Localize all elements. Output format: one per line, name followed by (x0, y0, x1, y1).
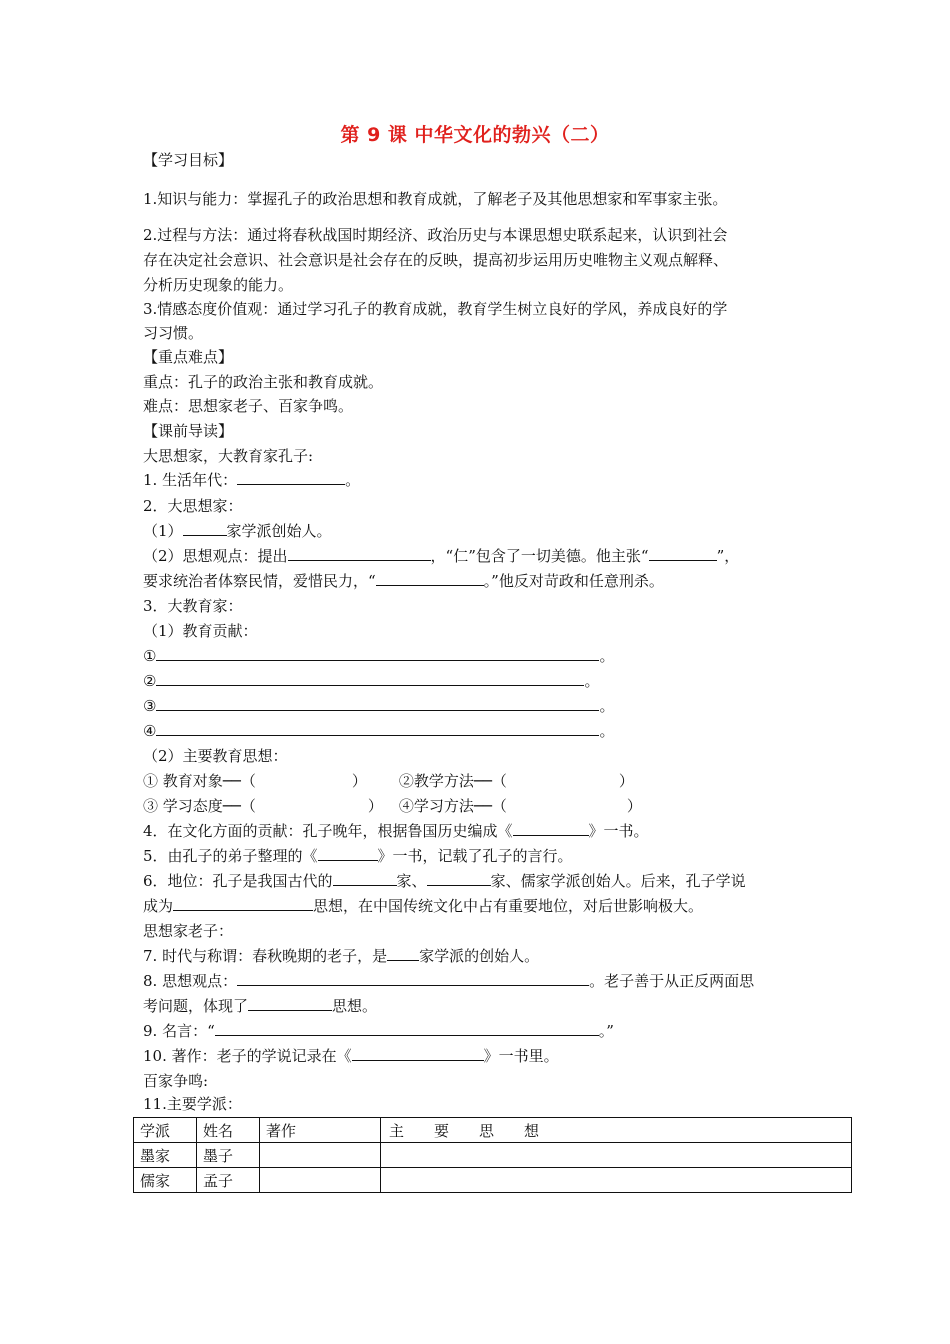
blank-famous-quote[interactable] (215, 1021, 599, 1036)
table-row (134, 1168, 852, 1193)
objectives-heading: 【学习目标】 (143, 151, 234, 169)
edu-thought-row-2: ③ 学习态度──（ ） ④学习方法──（ ） (143, 797, 642, 815)
cell-works[interactable] (260, 1143, 381, 1168)
question-1: 1. 生活年代： 。 (143, 471, 361, 489)
blank-dialectic[interactable] (248, 996, 332, 1011)
contribution-1: ① 。 (143, 647, 615, 665)
objective-3-line-2: 习习惯。 (143, 324, 204, 342)
question-2-1: （1） 家学派创始人。 (143, 522, 332, 540)
header-main-thought: 主 要 思 想 (381, 1118, 852, 1143)
cell-thought[interactable] (381, 1143, 852, 1168)
schools-title: 百家争鸣: (143, 1072, 209, 1090)
blank-contribution-3[interactable] (156, 696, 599, 711)
key-point: 重点：孔子的政治主张和教育成就。 (143, 373, 384, 391)
question-2-2-line-1: （2）思想观点：提出 ，“仁”包含了一切美德。他主张“ ”， (143, 547, 740, 565)
difficult-point: 难点：思想家老子、百家争鸣。 (143, 397, 354, 415)
preview-heading: 【课前导读】 (143, 422, 234, 440)
cell-name: 孟子 (197, 1168, 260, 1193)
header-works: 著作 (260, 1118, 381, 1143)
table-header-row (134, 1118, 852, 1143)
cell-school: 墨家 (134, 1143, 197, 1168)
header-name: 姓名 (197, 1118, 260, 1143)
objective-1: 1.知识与能力：掌握孔子的政治思想和教育成就，了解老子及其他思想家和军事家主张。 (143, 190, 728, 208)
question-7: 7. 时代与称谓：春秋晚期的老子，是 家学派的创始人。 (143, 947, 540, 965)
page-title: 第 9 课 中华文化的勃兴（二） (340, 124, 610, 146)
blank-status-1[interactable] (333, 871, 397, 886)
blank-orthodox-thought[interactable] (173, 896, 313, 911)
cell-school: 儒家 (134, 1168, 197, 1193)
blank-school-founder[interactable] (183, 521, 227, 536)
table-row (134, 1143, 852, 1168)
schools-table (133, 1117, 852, 1193)
blank-thought[interactable] (288, 546, 431, 561)
question-3-2: （2）主要教育思想： (143, 747, 288, 765)
blank-laozi-thought[interactable] (237, 971, 589, 986)
edu-thought-row-1: ① 教育对象──（ ） ②教学方法──（ ） (143, 772, 634, 790)
cell-thought[interactable] (381, 1168, 852, 1193)
objective-2-line-3: 分析历史现象的能力。 (143, 276, 294, 294)
blank-contribution-4[interactable] (156, 721, 599, 736)
objective-2-line-1: 2.过程与方法：通过将春秋战国时期经济、政治历史与本课思想史联系起来，认识到社会 (143, 226, 728, 244)
blank-contribution-1[interactable] (156, 646, 599, 661)
contribution-2: ② 。 (143, 672, 600, 690)
blank-living-era[interactable] (237, 470, 345, 485)
key-points-heading: 【重点难点】 (143, 348, 234, 366)
question-8-line-2: 考问题，体现了 思想。 (143, 997, 378, 1015)
question-2-2-line-2: 要求统治者体察民情，爱惜民力，“ 。”他反对苛政和任意刑杀。 (143, 572, 664, 590)
laozi-title: 思想家老子： (143, 922, 234, 940)
contribution-3: ③ 。 (143, 697, 615, 715)
question-5: 5．由孔子的弟子整理的《 》一书，记载了孔子的言行。 (143, 847, 573, 865)
question-11: 11.主要学派： (143, 1095, 242, 1113)
blank-book-history[interactable] (513, 821, 589, 836)
blank-status-2[interactable] (427, 871, 491, 886)
question-6-line-2: 成为 思想，在中国传统文化中占有重要地位，对后世影响极大。 (143, 897, 704, 915)
question-4: 4．在文化方面的贡献：孔子晚年，根据鲁国历史编成《 》一书。 (143, 822, 649, 840)
blank-laozi-book[interactable] (352, 1046, 484, 1061)
cell-name: 墨子 (197, 1143, 260, 1168)
blank-book-analects[interactable] (318, 846, 378, 861)
blank-laozi-school[interactable] (387, 946, 419, 961)
question-2: 2．大思想家： (143, 497, 243, 515)
cell-works[interactable] (260, 1168, 381, 1193)
question-6-line-1: 6．地位：孔子是我国古代的 家、 家、儒家学派创始人。后来，孔子学说 (143, 872, 746, 890)
question-3-1: （1）教育贡献： (143, 622, 258, 640)
blank-advocate[interactable] (649, 546, 717, 561)
contribution-4: ④ 。 (143, 722, 615, 740)
blank-quote[interactable] (376, 571, 484, 586)
question-8-line-1: 8. 思想观点： 。老子善于从正反两面思 (143, 972, 755, 990)
confucius-title: 大思想家，大教育家孔子: (143, 447, 314, 465)
objective-3-line-1: 3.情感态度价值观：通过学习孔子的教育成就，教育学生树立良好的学风，养成良好的学 (143, 300, 728, 318)
blank-contribution-2[interactable] (156, 671, 584, 686)
question-3: 3．大教育家： (143, 597, 243, 615)
question-10: 10. 著作：老子的学说记录在《 》一书里。 (143, 1047, 559, 1065)
objective-2-line-2: 存在决定社会意识、社会意识是社会存在的反映，提高初步运用历史唯物主义观点解释、 (143, 251, 729, 269)
question-9: 9. 名言：“ 。” (143, 1022, 614, 1040)
header-school: 学派 (134, 1118, 197, 1143)
